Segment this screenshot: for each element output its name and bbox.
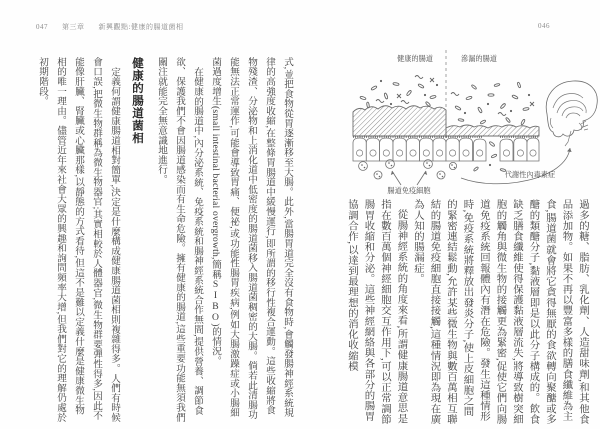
paragraph: 過多的糖、脂肪、乳化劑、人造甜味劑,和其他食品添加物。如果不再以豐富多樣的膳食纖維為主食,腸道菌就會將它貪得無厭的食欲轉向聚醣或多醣的類醣分子,黏液層即是以此分子構成的。飲食缺乏膳食纖維使得保護黏液層流失,將導致樹突細胞的觸角與微生物的接觸更為緊密,促使它們向腸道免疫系統回報體內有潛在危險。發生這種情形時,免疫系統將釋放出發炎分子,使上皮細胞之間的緊密連結鬆動,允許某些微生物與數百萬相互聯結的腸道免疫細胞直接接觸,這種情況即為現在廣為人知的腸漏症。: [412, 199, 588, 425]
brain-icon: [546, 81, 597, 146]
chapter-label: 第三章: [62, 23, 85, 31]
gut-figure: [333, 38, 600, 200]
paragraph: 定義何謂健康腸道相對簡單,決定是什麼構成健康腸道菌相則複雜得多。人們有時候會口誤,把微生物群稱為微生物器官;其實相較於人體器官,微生物群要彈性得多,因此不能像肝臟、腎臟或心臟那樣,以靜態的方式看待,但這不是難以定義什麼是健康微生物相的唯一理由。儘管近年來社會大眾的興趣和詢問頻率大增,但我們對它的理解仍處於初期階段。: [37, 57, 120, 423]
gut-illustration: [333, 38, 600, 200]
healthy-mucus-layer: [353, 106, 446, 136]
paragraph-text: 式,並把食物從胃逐漸移至大腸。此外,當腸胃道完全沒有食物時,會觸發腸神經系統規律的高強度收縮,在整條胃腸道中緩慢運行,即所謂的移行性複合運動。這些收縮將食物殘渣、分泌物和上消化道中低密度的腸道菌移入腸道菌稠密的大腸。倘若此清腸功能無法正常運作,可能會導致胃痛、便祕,或功能性腸胃疾病,例如大腸激躁症或小腸細菌過度增生(small intestinal bacterial overgrowth,簡稱: [210, 57, 293, 420]
immune-cells-label: 腸道免疫細胞: [387, 187, 431, 195]
immune-label-arrows: [391, 171, 427, 185]
leaky-bacteria: [451, 82, 534, 125]
leaky-mucus-layer: [446, 125, 539, 136]
right-page-number: 046: [538, 22, 550, 30]
gut-immune-cells: [359, 160, 457, 179]
leaky-epithelial-cells: [446, 138, 539, 172]
paragraph: 在健康的腸道中,內分泌系統、免疫系統和腸神經系統合作無間,提供營養、調節食欲、保護我們不會因腸道感染而有生命危險。擁有健康的腸道,這些重要功能無須我們關注就能完全無意識地進行。: [156, 57, 203, 423]
left-page-number: 047: [36, 23, 48, 31]
paragraph: [206, 57, 296, 423]
endotoxemia-label: 代謝性內毒素症: [504, 171, 556, 179]
paragraph: 從腸神經系統的角度來看,所謂健康腸道意思是指在數百萬個神經細胞交互作用下,可以正常調節腸胃收縮和分泌。這些神經網絡與各部分的腸胃協調合作,以達到最理想的消化收縮模: [346, 199, 407, 425]
leaky-gut-label: 滲漏的腸道: [461, 55, 497, 63]
section-heading: 健康的腸道菌相: [131, 57, 143, 145]
paragraph-text: )的情況。: [210, 323, 221, 366]
sibo-acronym: SIBO: [210, 279, 221, 324]
running-title: 新興觀點:健康的腸道菌相: [98, 23, 184, 31]
right-running-head: [538, 22, 550, 30]
healthy-epithelial-cells: [353, 138, 446, 161]
left-page-body: [30, 57, 296, 423]
left-running-head: [36, 22, 183, 32]
right-page-body: [338, 199, 590, 425]
healthy-bacteria: [360, 76, 438, 108]
healthy-gut-label: 健康的腸道: [397, 55, 433, 63]
